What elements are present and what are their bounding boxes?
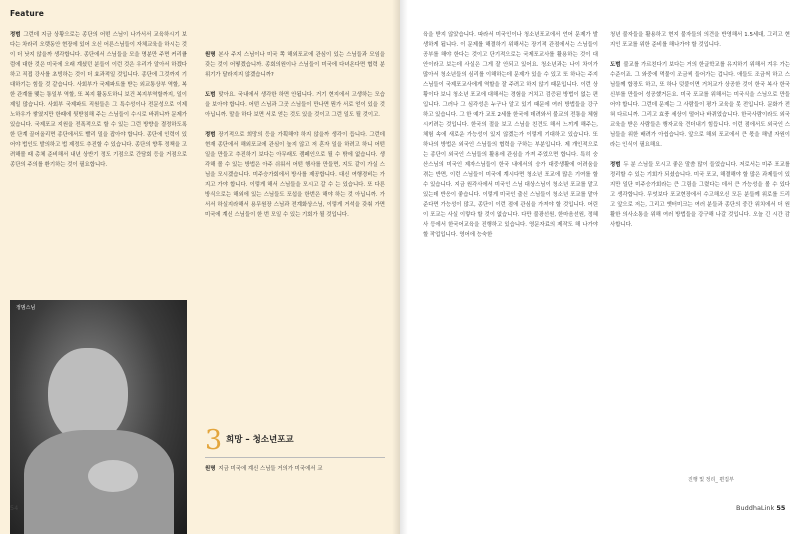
- paragraph-text: 본사 주지 스님이나 미국 쪽 해외포교에 관심이 있는 스님들과 모임을 갖는 것이 어떻겠습니까. 종회의원이나 스님들이 미국에 다녀온다면 협력 분위기가 달라지지 않겠습니까?: [205, 52, 385, 78]
- page-number-left: 54: [10, 504, 19, 512]
- text-column-3: [423, 30, 598, 500]
- right-page: [400, 0, 800, 534]
- text-column-2: [205, 50, 385, 422]
- section-label: Feature: [10, 9, 45, 18]
- paragraph-text: 장기적으로 희망의 등을 가획해야 하지 않을까 생각이 듭니다. 그런데 현재 종단에서 해외포교에 관심이 높지 않고 저 혼자 일을 하려고 하니 어떤 일을 만들고 추진하기 보다는 아무래도 캠페인으로 될 수 밖에 없습니다. 생각해 볼 수 있는 방법은 아주 쉬워서 어떤 행사를 만들면, 지도 같이 가실 스님을 모시겠습니다. 미주승가회에서 방사를 제공합니다. 대신 여행경비는 가지고 가야 합니다. 이렇게 해서 스님들을 모시고 갈 수 는 있습니다. 또 다른 방식으로는 해외에 있는 스님들도 포섭을 한번은 해야 하는 것 아닙니까. 가서서 하실지라해서 용무원장 스님과 전계화상스님, 이렇게 거석을 갖춰 가면 미국에 계신 스님들이 한 번 모일 수 있는 기회가 될 것입니다.: [205, 132, 385, 218]
- paragraph: [610, 160, 790, 230]
- paragraph: [205, 50, 385, 80]
- paragraph-text: 맞아요. 국내에서 생각한 하면 안됩니다. 거기 현지에서 고생하는 모습을 보아야 합니다. 어떤 스님과 그곳 스님들이 만나면 뭔가 서로 얻이 있을 것 아닙니까. 말을 하다 보면 서로 얻는 것도 있을 것이고 그런 일도 될 것이고.: [205, 92, 385, 118]
- paragraph-text: 지금 미국에 계신 스님들 거의가 미국에서 교: [218, 466, 323, 472]
- photo-caption: 정범스님: [16, 305, 36, 311]
- page-number-right: 55: [776, 504, 786, 512]
- subheading-title: 희망 – 청소년포교: [226, 435, 294, 445]
- paragraph-text: 육을 받지 않았습니다. 따라서 미국인이나 청소년포교에서 언어 문제가 발생하게 됩니다. 이 문제를 해결하기 위해서는 장기적 관점에서는 스님들이 공부를 해야 한다는 것이고 단기적으로는 국제포교사를 활용하는 것이 대안이라고 보는데 사실은 그게 잘 안되고 있어요. 청소년과는 나이 차이가 많아서 청소년들의 심리를 이해하는데 문제가 있을 수 있고 또 하나는 주지스님들이 국제포교사에게 역할을 잘 주려고 하지 않기 때문입니다. 이런 상황이다 보니 청소년 포교에 대해서는 경험을 거치고 검증된 방법이 없는 편입니다. 그러나 그 심각성은 누구나 알고 있기 때문에 여러 방법들을 강구하고 있습니다. 그 한 예가 교포 2세를 한국에 데려와서 불교의 전통을 체험시키려는 것입니다. 한국의 절을 보고 스님을 친견도 해서 느끼게 해주는, 체험 속에 새로운 가능성이 있지 않겠는가 이렇게 기대하고 있습니다. 또 하나의 방법은 외국인 스님들의 협력을 구하는 부분입니다. 제 개인적으로는 종단이 외국인 스님들의 활용에 관심을 가져 주었으면 합니다. 특히 숭산스님의 미국인 제자스님들이 한국 내에서의 승가 대중생활에 어려움을 겪는 반면, 이런 스님들이 미국에 계시다면 청소년 포교에 많은 기여를 할 수 있습니다. 지금 원각사에서 미국인 스님 대상스님이 청소년 포교를 맡고 있는데 반응이 좋습니다. 이렇게 미국인 출신 스님들이 청소년 포교를 맡아준다면 가능성이 많고, 종단이 이런 점에 관심을 가져야 할 것입니다. 어린이 포교는 사실 이렇다 할 것이 없습니다. 다만 불광선원, 한마음선원, 정혜사 등에서 한국어교육을 진행하고 있습니다. 영문자료의 제작도 해 나가야 할 작업입니다. 영어에 능숙한: [423, 32, 598, 238]
- speaker-name: 도범: [610, 62, 621, 68]
- paragraph: [205, 130, 385, 220]
- paragraph-text: 청년 불자들을 활용하고 현지 불자들의 의견을 반영해서 1.5세대, 그리고 현지인 포교를 위한 준비를 해나가야 할 것입니다.: [610, 32, 790, 48]
- paragraph: [10, 30, 187, 170]
- publication-name: BuddhaLink: [736, 504, 775, 512]
- text-column-1: [10, 30, 187, 298]
- paragraph-text: 그런데 지금 상황으로는 종단의 어떤 스님이 나가서서 교육하시기 보다는 차라리 오랫동안 현장에 있어 오신 어른스님들이 자체교육을 하시는 것이 더 낫지 않을까 생각합니다. 종단에서 스님들을 모을 명분만 주면 커리큘럼에 대한 것은 미국에 오래 계셨던 분들이 이런 것은 우리가 알아서 하겠다 하고 직접 강사를 초빙하는 것이 더 효과적일 것입니다. 종단에 그것까지 기대하기는 힘들 것 같습니다. 사회부가 국제파트를 받는 외교통상부 역할, 복한 관계를 맺는 통일부 역할, 또 복지 활동도하니 보건 복지부역할까지, 일이 제일 많습니다. 사회부 국제파트 직원들은 그 특수성이나 전문성으로 이제 노하우가 쌓였지만 한때에 뒷받침해 주는 스님들이 수시로 바뀌니까 문제가 있습니다. 국제포교 지원을 전폭적으로 할 수 있는 그런 방향을 결정하도록 한 단계 끌어올리면 종단에서도 빨리 밀을 잡아야 합니다. 종단에 인력이 있어야 법인도 발의하고 법 제정도 추진할 수 있습니다. 종단의 향후 정책을 고려해볼 때 총체 준비해서 내년 상반기 정도 기점으로 간담회 등을 거점으로 종단의 주의를 환기하는 것이 필요합니다.: [10, 32, 187, 168]
- paragraph: [610, 60, 790, 150]
- paragraph: [610, 30, 790, 50]
- speaker-name: 원명: [205, 52, 216, 58]
- speaker-name: 정범: [10, 32, 21, 38]
- page-footer-right: [736, 504, 785, 512]
- text-column-4: [610, 30, 790, 470]
- author-credit: 진행 및 정리_ 편집부: [688, 477, 734, 483]
- speaker-name: 정범: [205, 132, 216, 138]
- speaker-name: 정범: [610, 162, 621, 168]
- paragraph: [205, 90, 385, 120]
- paragraph-text: 두 분 스님들 모시고 좋은 말씀 많이 들었습니다. 저로서는 미주 포교를 정리할 수 있는 기회가 되셨습니다. 미국 포교, 해결해야 할 많은 과제들이 있지만 일단 미주승가회라는 큰 그림을 그렸다는 데서 큰 가능성을 볼 수 있다고 생각합니다. 무엇보다 포교현장에서 수고해오신 모든 분들께 위로를 드리고 앞으로 저는, 그리고 옛터미크는 여러 분들과 종단의 중간 위치에서 더 원활한 의사소통을 위해 여러 방법들을 강구해 나갈 것입니다. 오늘 긴 시간 감사합니다.: [610, 162, 790, 228]
- subheading-number: 3: [205, 425, 223, 456]
- spine-shadow: [392, 0, 408, 534]
- subheading-divider: [205, 457, 385, 458]
- photo-hand: [88, 460, 138, 492]
- speaker-name: 원명: [205, 466, 216, 472]
- speaker-name: 도범: [205, 92, 216, 98]
- paragraph: [205, 464, 385, 474]
- paragraph-text: 불교를 가르친다기 보다는 거의 한글학교를 유지하기 위해서 겨우 가는 수준이죠. 그 와중에 먹물이 조금씩 들어가는 겁니다. 애들도 조금씩 하고 스님들께 합장도 하고, 또 하나 덧붙이면 거처교가 상공한 것이 한국 복사 한국 신부를 만들어 성공했거든요. 미국 포교를 위해서는 미국식을 스님으로 만들어야 합니다. 그런데 문제는 그 사람들이 평가 교육을 못 전입니다. 문화가 전혀 다르니까. 그리고 효풍 세상이 떨어나 바뀌었습니다. 한국사람이라도 외국교육을 받은 사람들은 행자교육 견더내기 힘듭니다. 이런 점에서도 외국인 스님들을 위한 배려가 아쉽습니다. 앞으로 해외 포교에서 큰 몫을 해낼 자원이라는 인식이 필요해요.: [610, 62, 790, 148]
- monk-photo: [10, 300, 187, 534]
- paragraph: [423, 30, 598, 240]
- text-column-2-bottom: [205, 464, 385, 476]
